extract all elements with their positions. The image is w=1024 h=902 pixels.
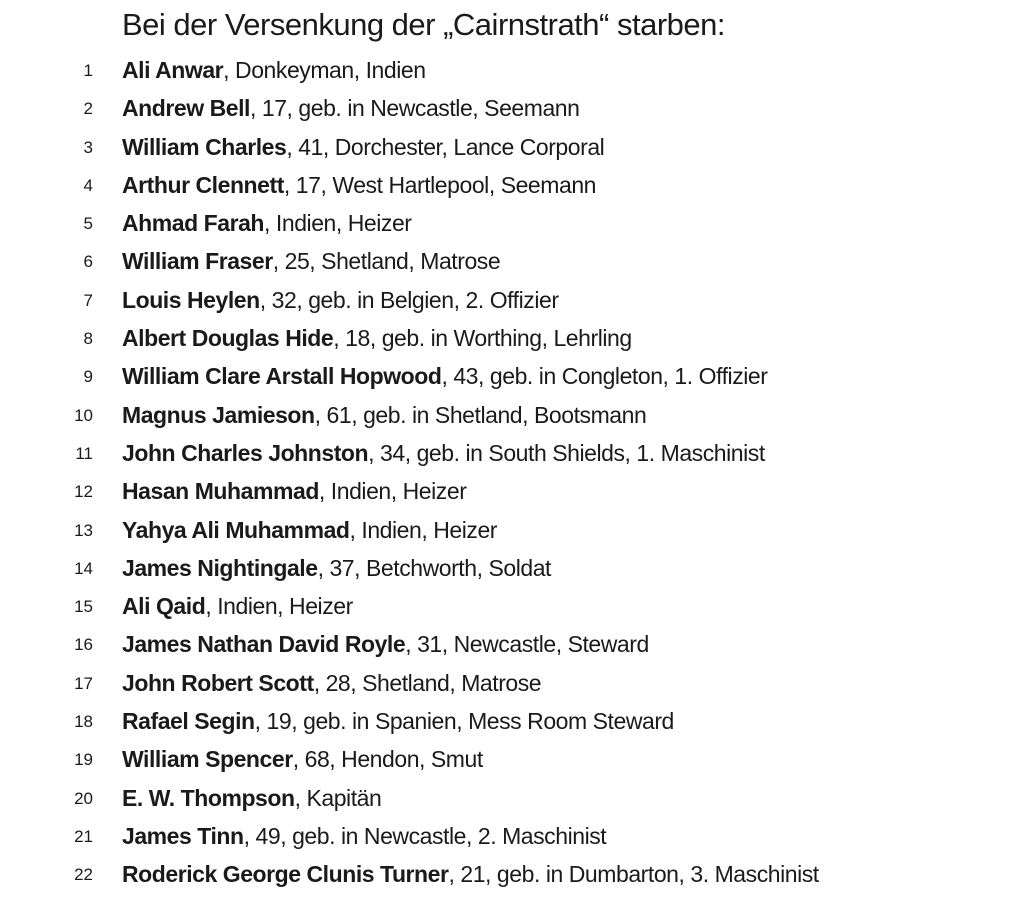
entry-number: 20	[74, 788, 93, 808]
entry-details: , 43, geb. in Congleton, 1. Offizier	[441, 363, 768, 390]
entry-text	[122, 168, 596, 202]
entry-number: 17	[74, 673, 93, 693]
entry-number: 21	[74, 826, 93, 846]
entry-number: 16	[74, 635, 93, 655]
entry-number: 15	[74, 597, 93, 617]
entry-text	[122, 589, 353, 623]
entry-details: , 37, Betchworth, Soldat	[317, 554, 551, 581]
entry-text	[122, 474, 466, 508]
entry-number: 22	[74, 865, 93, 885]
entry-details: , 31, Newcastle, Steward	[405, 631, 649, 658]
entry-name: James Nathan David Royle	[122, 631, 406, 658]
entry-text	[122, 321, 632, 355]
entry-text	[122, 513, 497, 547]
entry-details: , Donkeyman, Indien	[223, 57, 426, 83]
entry-details: , 21, geb. in Dumbarton, 3. Maschinist	[448, 861, 819, 888]
entry-details: , Kapitän	[294, 784, 382, 811]
list-item	[0, 51, 1000, 89]
entry-number: 18	[74, 712, 93, 732]
entry-name: Yahya Ali Muhammad	[122, 516, 350, 543]
entry-name: James Nightingale	[122, 554, 318, 581]
entry-details: , 25, Shetland, Matrose	[272, 248, 501, 275]
entry-text	[122, 91, 580, 125]
entry-number: 4	[83, 175, 93, 195]
entry-number: 8	[83, 329, 93, 349]
entry-details: , 61, geb. in Shetland, Bootsmann	[314, 401, 647, 428]
list-item	[0, 242, 1000, 280]
entry-number: 6	[83, 252, 93, 272]
entry-details: , 49, geb. in Newcastle, 2. Maschinist	[243, 822, 607, 849]
entry-details: , 68, Hendon, Smut	[292, 746, 483, 773]
entry-text	[122, 359, 767, 393]
entry-name: Ahmad Farah	[122, 210, 265, 237]
list-item	[0, 166, 1000, 204]
list-item	[0, 204, 1000, 242]
entry-number: 12	[74, 482, 93, 502]
entry-number: 14	[74, 558, 93, 578]
entry-name: Hasan Muhammad	[122, 478, 319, 505]
entry-name: William Charles	[122, 133, 287, 160]
entry-name: William Fraser	[122, 248, 273, 275]
entry-details: , 19, geb. in Spanien, Mess Room Steward	[254, 708, 674, 735]
entry-text	[122, 551, 551, 585]
entry-number: 3	[83, 137, 93, 157]
entry-details: , Indien, Heizer	[205, 593, 353, 620]
list-item	[0, 664, 1000, 702]
entry-text	[122, 398, 646, 432]
entry-text	[122, 283, 559, 317]
entry-text	[122, 666, 541, 700]
entry-name: Magnus Jamieson	[122, 401, 315, 428]
list-item	[0, 779, 1000, 817]
list-item	[0, 625, 1000, 663]
entry-details: , Indien, Heizer	[264, 210, 412, 237]
entry-name: E. W. Thompson	[122, 784, 295, 811]
entry-details: , Indien, Heizer	[349, 516, 498, 543]
entry-name: Ali Anwar	[122, 57, 224, 83]
list-item	[0, 472, 1000, 510]
entry-text	[122, 436, 765, 470]
entry-name: Louis Heylen	[122, 286, 260, 313]
entry-number: 11	[75, 443, 93, 463]
list-item	[0, 587, 1000, 625]
entry-details: , 28, Shetland, Matrose	[313, 669, 542, 696]
entry-name: Rafael Segin	[122, 708, 255, 735]
list-item	[0, 740, 1000, 778]
entry-number: 1	[83, 61, 93, 80]
entry-number: 2	[83, 99, 93, 119]
entry-text	[122, 244, 500, 278]
entry-name: Albert Douglas Hide	[122, 325, 334, 352]
casualty-list	[0, 51, 1000, 894]
entry-name: Roderick George Clunis Turner	[122, 861, 449, 888]
entry-name: Ali Qaid	[122, 593, 206, 620]
entry-details: , 41, Dorchester, Lance Corporal	[286, 133, 605, 160]
list-item	[0, 702, 1000, 740]
list-item	[0, 434, 1000, 472]
entry-text	[122, 742, 483, 776]
list-item	[0, 817, 1000, 855]
entry-number: 19	[74, 750, 93, 770]
list-item	[0, 855, 1000, 893]
entry-name: Arthur Clennett	[122, 171, 284, 198]
entry-name: William Clare Arstall Hopwood	[122, 363, 442, 390]
entry-details: , 32, geb. in Belgien, 2. Offizier	[259, 286, 559, 313]
page-title: Bei der Versenkung der „Cairnstrath“ starben:	[122, 7, 725, 42]
entry-text	[122, 704, 674, 738]
entry-details: , Indien, Heizer	[318, 478, 467, 505]
entry-number: 9	[83, 367, 93, 387]
entry-text	[122, 130, 604, 164]
list-item	[0, 357, 1000, 395]
list-item	[0, 549, 1000, 587]
list-item	[0, 319, 1000, 357]
entry-details: , 17, geb. in Newcastle, Seemann	[249, 95, 580, 122]
entry-number: 5	[83, 214, 93, 234]
entry-text	[122, 627, 649, 661]
list-item	[0, 89, 1000, 127]
entry-name: Andrew Bell	[122, 95, 250, 122]
entry-number: 10	[74, 405, 93, 425]
entry-number: 13	[74, 520, 93, 540]
entry-text	[122, 781, 381, 815]
entry-name: John Charles Johnston	[122, 439, 369, 466]
list-item	[0, 511, 1000, 549]
entry-number: 7	[83, 290, 93, 310]
entry-text	[122, 819, 606, 853]
entry-text	[122, 53, 426, 87]
entry-name: John Robert Scott	[122, 669, 314, 696]
list-item	[0, 281, 1000, 319]
entry-details: , 17, West Hartlepool, Seemann	[283, 171, 597, 198]
entry-name: William Spencer	[122, 746, 293, 773]
list-item	[0, 128, 1000, 166]
entry-text	[122, 857, 819, 891]
list-item	[0, 396, 1000, 434]
entry-details: , 34, geb. in South Shields, 1. Maschinist	[368, 439, 765, 466]
entry-details: , 18, geb. in Worthing, Lehrling	[333, 325, 632, 352]
entry-name: James Tinn	[122, 822, 244, 849]
entry-text	[122, 206, 412, 240]
